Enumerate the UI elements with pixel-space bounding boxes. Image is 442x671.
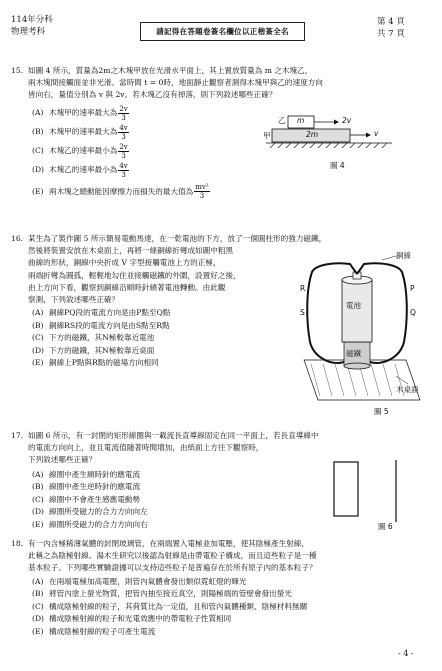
battery: [342, 280, 372, 342]
option-label: (C): [32, 494, 44, 504]
figure-5-caption: 圖 5: [374, 407, 389, 416]
stem-line: 某生為了製作圖 5 所示簡易電動馬達，在一乾電池的下方，放了一個圓柱形的強力磁鐵，: [28, 234, 327, 243]
option-label: (C): [32, 601, 44, 611]
numerator: 4v: [119, 161, 128, 170]
label-mass-m: m: [297, 116, 305, 125]
option-label: (B): [32, 127, 44, 136]
numerator: 4v: [119, 123, 128, 132]
denominator: 3: [121, 170, 126, 179]
option-label: (C): [32, 146, 44, 155]
label-point-r: R: [300, 284, 306, 293]
rectangular-coil: [334, 462, 358, 516]
option-text: 在兩端電極加高電壓，則管內氣體會發出類似霓虹燈的輝光: [49, 576, 247, 586]
label-battery: 電池: [346, 301, 361, 310]
stem-line: 由上方向下看，觀察到銅線沿順時針繞著電池轉動。由此觀: [28, 282, 226, 292]
option-a[interactable]: [32, 576, 433, 589]
option-text: 線圈所受磁力的合力方向向左: [49, 507, 148, 517]
option-text: 構成陰極射線的粒子可產生電流: [49, 626, 156, 636]
label-desk: 木桌面: [396, 385, 419, 394]
label-point-s: S: [300, 308, 305, 317]
fraction: [194, 183, 209, 200]
option-label: (A): [32, 576, 44, 586]
stem-line: 下列敘述哪些正確？: [28, 455, 97, 465]
figure-6: [330, 460, 420, 535]
stem-line: 基本粒子。下列哪些實驗證據可以支持這些粒子是普遍存在於所有原子內的基本粒子？: [28, 563, 317, 573]
question-number: 16.: [11, 234, 24, 243]
question-number: 18.: [11, 539, 24, 548]
stem-line: 如圖 6 所示，有一封閉的矩形線圈與一載流長直導線固定在同一平面上，若長直導線中: [28, 431, 319, 440]
label-magnet: 磁鐵: [346, 349, 361, 358]
numerator: mv²: [195, 183, 209, 192]
option-label: (E): [32, 519, 44, 529]
denominator: 3: [121, 151, 126, 160]
stem-line: 兩端折彎為圓孤，輕輕地勾住並接觸磁鐵的外圍，設置好之後，: [28, 270, 241, 280]
option-e[interactable]: [32, 180, 431, 204]
figure-6-diagram: [330, 460, 420, 535]
option-label: (D): [32, 507, 45, 517]
label-wire: 銅線: [396, 251, 411, 260]
fraction: [118, 143, 128, 160]
stem-line: 曲線的形狀，銅線中央折成 V 字型接觸電池上方的正極，: [28, 258, 221, 268]
exam-subject: 物理考科: [11, 27, 46, 37]
label-velocity-v: v: [374, 129, 379, 138]
stem-line: 有一內含極稀薄氣體的封閉玻璃管，在兩端置入電極並加電壓，使其陰極產生射線，: [28, 539, 309, 548]
stem-line: 兩木塊間接觸面並非光滑。當時間 t = 0時，地面靜止觀察者測得木塊甲與乙的速度方向: [28, 78, 323, 88]
page-header: [0, 0, 442, 60]
option-text: 線圈中產生逆時針的應電流: [49, 482, 141, 492]
option-text: 木塊甲的速率最大為: [49, 108, 118, 117]
option-c[interactable]: [32, 601, 433, 614]
fraction: [118, 162, 128, 179]
label-point-p: P: [410, 284, 415, 293]
option-text: 下方的磁鐵，其N極較靠近桌面: [49, 345, 155, 355]
option-text: 木塊乙的速率最小為: [49, 146, 118, 155]
page-number: - 4 -: [398, 649, 414, 658]
label-block-a: 甲: [263, 131, 271, 140]
option-e[interactable]: [32, 626, 433, 639]
total-pages: 共 7 頁: [377, 29, 405, 39]
exam-info: [11, 14, 53, 38]
label-block-b: 乙: [278, 116, 286, 125]
label-velocity-2v: 2v: [342, 116, 352, 125]
option-label: (B): [32, 589, 44, 599]
option-label: (D): [32, 345, 45, 355]
option-label: (C): [32, 333, 44, 343]
figure-6-caption: 圖 6: [378, 522, 393, 531]
option-label: (E): [32, 186, 44, 196]
option-label: (D): [32, 165, 45, 174]
exam-year: 114年分科: [11, 15, 53, 25]
option-label: (A): [32, 469, 44, 479]
label-point-q: Q: [410, 308, 416, 317]
question-number: 17.: [11, 431, 24, 440]
option-text: 將管內塗上螢光物質，把管內抽至接近真空，則陽極端的管壁會發出螢光: [49, 589, 292, 599]
option-text: 線圈中產生順時針的應電流: [49, 469, 141, 479]
page-count: [377, 16, 425, 40]
stem-line: 皆向右，量值分別為 v 與 2v。若木塊乙沒有掉落，則下列敘述哪些正確？: [28, 90, 277, 100]
figure-4: [262, 112, 422, 182]
question-18: [11, 538, 433, 638]
option-label: (A): [32, 308, 44, 318]
numerator: 2v: [119, 104, 128, 113]
option-label: (D): [32, 614, 45, 624]
option-label: (E): [32, 626, 44, 636]
stem-line: 察測，下列敘述哪些正確？: [28, 295, 120, 305]
option-text: 銅線RS段的電流方向是由S點至R點: [49, 320, 170, 330]
wire-label-pointer: [382, 256, 396, 260]
figure-4-caption: 圖 4: [330, 161, 345, 170]
current-page: 第 4 頁: [377, 17, 405, 27]
option-text: 線圈中不會產生感應電動勢: [49, 494, 141, 504]
ground-hatch: [270, 143, 387, 148]
fraction: [118, 105, 128, 122]
option-text: 銅線PQ段的電流方向是由P點至Q點: [49, 308, 171, 318]
stem-line: 的電流方向向上，並且電流值隨著時間增加，由紙面上方往下觀察時，: [28, 443, 264, 453]
denominator: 3: [121, 113, 126, 122]
option-b[interactable]: [32, 588, 433, 601]
option-d[interactable]: [32, 613, 433, 626]
option-label: (A): [32, 108, 44, 117]
fraction: [118, 124, 128, 141]
option-text: 構成陰極射線的粒子，其荷質比為一定值，且和管內氣體種類、陰極材料無關: [49, 601, 308, 611]
numerator: 2v: [119, 142, 128, 151]
label-mass-2m: 2m: [306, 130, 319, 139]
magnet-base: [344, 363, 370, 369]
stem-line: 然後將裝置安放在木桌面上，再將一條銅線折彎成如圖中粗黑: [28, 246, 234, 256]
stem-line: 如圖 4 所示，質量為2m之木塊甲放在光滑水平面上，其上置放質量為 m 之木塊乙，: [28, 66, 313, 75]
option-text: 下方的磁鐵，其N極較靠近電池: [49, 333, 155, 343]
option-text: 銅線上P點與R點的磁場方向相同: [49, 358, 159, 368]
option-label: (B): [32, 482, 44, 492]
option-text: 線圈所受磁力的合力方向向右: [49, 519, 148, 529]
stem-line: 此稱之為陰極射線。湯木生研究以後認為射線是由帶電粒子構成，而且這些粒子是一種: [28, 551, 317, 561]
question-18-options: [32, 576, 433, 639]
option-text: 木塊乙的速率最小為: [49, 165, 118, 174]
question-number: 15.: [11, 66, 24, 75]
option-text: 構成陰極射線的粒子和光電效應中的帶電粒子性質相同: [49, 614, 232, 624]
signature-notice: 請記得在答題卷簽名欄位以正楷簽全名: [140, 22, 305, 41]
option-text: 兩木塊之總動能因摩擦力而損失的最大值為: [49, 186, 194, 196]
arrowhead: [366, 133, 371, 138]
option-text: 木塊甲的速率最大為: [49, 127, 118, 136]
option-label: (E): [32, 358, 44, 368]
arrowhead: [334, 120, 339, 125]
denominator: 3: [199, 192, 205, 201]
figure-5: [296, 250, 426, 420]
denominator: 3: [121, 132, 126, 141]
question-15-stem: [11, 65, 431, 102]
question-18-stem: [11, 538, 433, 575]
option-label: (B): [32, 320, 44, 330]
